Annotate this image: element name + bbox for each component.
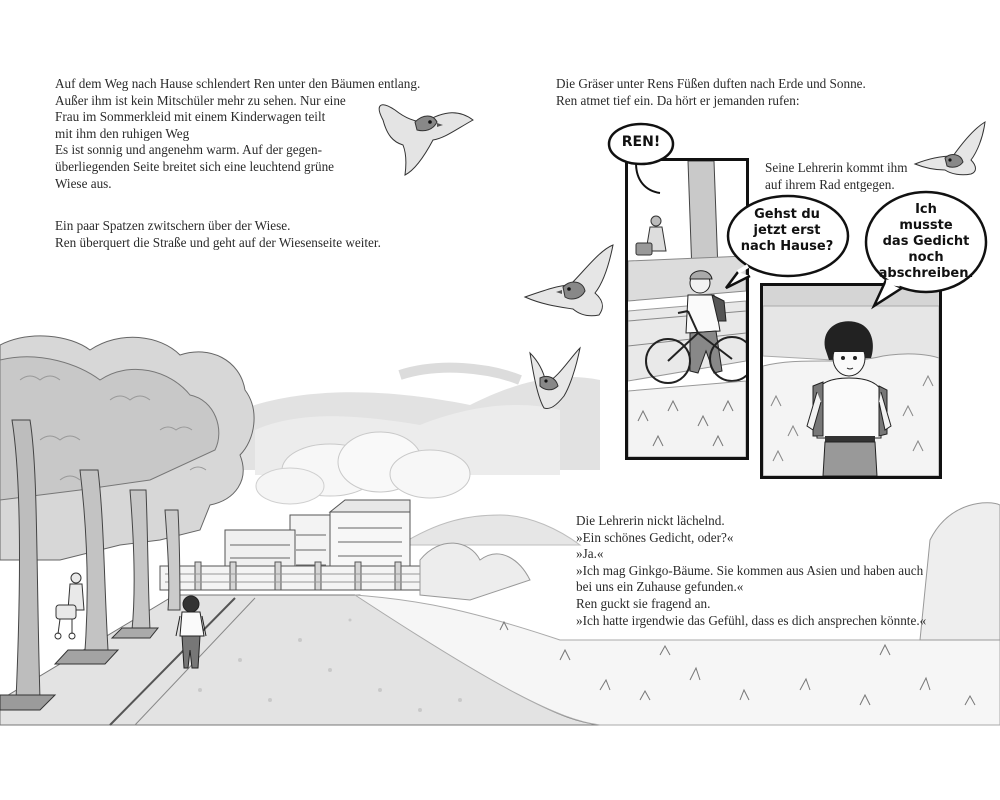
text-line: »Ja.«	[576, 546, 604, 562]
text-line: Außer ihm ist kein Mitschüler mehr zu sehen. Nur eine	[55, 92, 346, 108]
bubble-line: Ich	[915, 202, 937, 217]
text-line: Seine Lehrerin kommt ihm	[765, 160, 908, 175]
text-line: auf ihrem Rad entgegen.	[765, 176, 895, 192]
speech-bubble-question	[724, 192, 850, 288]
distant-hill	[400, 515, 580, 545]
bubble-ren-text	[606, 134, 676, 150]
woman-with-stroller	[55, 573, 84, 639]
bubble-question-text	[724, 207, 850, 255]
bubble-answer-text	[862, 202, 990, 282]
text-line: Frau im Sommerkleid mit einem Kinderwagen teilt	[55, 109, 326, 125]
bubble-line: nach Hause?	[740, 239, 834, 254]
text-line: Ren überquert die Straße und geht auf der Wiesenseite weiter.	[55, 234, 381, 250]
text-line: Auf dem Weg nach Hause schlendert Ren unter den Bäumen entlang.	[55, 76, 421, 91]
text-line: Die Gräser unter Rens Füßen duften nach Erde und Sonne.	[556, 76, 866, 91]
left-paragraph-1	[55, 76, 420, 192]
bubble-line: das Gedicht	[882, 234, 970, 249]
text-line: mit ihm den ruhigen Weg	[55, 125, 190, 141]
text-line: Wiese aus.	[55, 175, 112, 191]
bubble-line: abschreiben.	[878, 266, 974, 281]
comic-panel-ren	[760, 283, 942, 479]
text-line: »Ich hatte irgendwie das Gefühl, dass es dich ansprechen könnte.«	[576, 612, 927, 628]
right-paragraph-2	[576, 513, 926, 629]
text-line: Ren guckt sie fragend an.	[576, 595, 711, 611]
right-paragraph-1	[556, 76, 866, 109]
fence	[160, 562, 450, 590]
text-line: überliegenden Seite breitet sich eine leuchtend grüne	[55, 158, 335, 174]
text-line: Die Lehrerin nickt lächelnd.	[576, 513, 725, 528]
sparrow-4-icon	[915, 122, 985, 175]
bubble-line: Gehst du	[754, 207, 820, 222]
bubble-line: noch	[908, 250, 944, 265]
bubble-line: REN!	[621, 134, 661, 150]
panel-caption	[765, 160, 907, 193]
text-line: bei uns ein Zuhause gefunden.«	[576, 579, 744, 595]
text-line: Ren atmet tief ein. Da hört er jemanden rufen:	[556, 92, 800, 108]
text-line: Es ist sonnig und angenehm warm. Auf der gegen-	[55, 142, 322, 158]
bubble-line: musste	[899, 218, 953, 233]
speech-bubble-ren	[606, 121, 676, 167]
sparrow-2-icon	[525, 245, 613, 316]
text-line: Ein paar Spatzen zwitschern über der Wiese.	[55, 218, 291, 233]
bubble-line: jetzt erst	[753, 223, 821, 238]
left-paragraph-2	[55, 218, 381, 251]
speech-bubble-answer	[862, 188, 990, 304]
text-line: »Ich mag Ginkgo-Bäume. Sie kommen aus Asien und haben auch	[576, 562, 924, 578]
text-line: »Ein schönes Gedicht, oder?«	[576, 529, 734, 545]
